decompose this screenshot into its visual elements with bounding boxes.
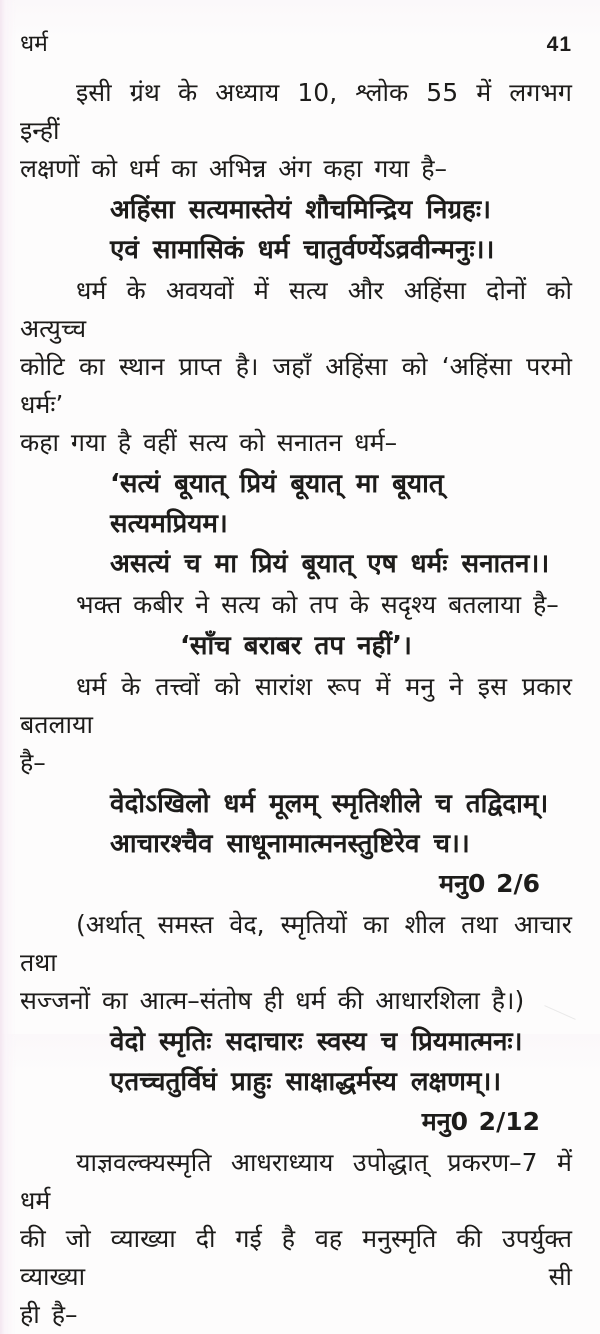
verse-line: असत्यं च मा प्रियं बूयात् एष धर्मः सनातन।। (110, 549, 550, 579)
page-content (20, 74, 572, 1334)
page-number: 41 (546, 33, 572, 56)
verse-reference: मनु0 2/6 (439, 869, 540, 898)
paragraph-line: की जो व्याख्या दी गई है वह मनुस्मृति की उपर्युक्त व्याख्या सी (20, 1224, 572, 1291)
paragraph-line: भक्त कबीर ने सत्य को तप के सदृश्य बतलाया है– (76, 590, 559, 619)
verse-line: अहिंसा सत्यमास्तेयं शौचमिन्द्रिय निग्रहः। (110, 195, 491, 225)
verse-line: आचारश्चैव साधूनामात्मनस्तुष्टिरेव च।। (110, 829, 470, 859)
paragraph-line: (अर्थात् समस्त वेद, स्मृतियों का शील तथा आचार तथा (20, 910, 572, 977)
verse-line: वेदो स्मृतिः सदाचारः स्वस्य च प्रियमात्मनः। (110, 1027, 523, 1057)
paragraph-line: है– (20, 748, 46, 777)
paragraph-line: कोटि का स्थान प्राप्त है। जहाँ अहिंसा को ‘अहिंसा परमो धर्मः’ (20, 352, 572, 419)
paragraph-line: याज्ञवल्क्यस्मृति आधराध्याय उपोद्धात् प्रकरण–7 में धर्म (20, 1148, 572, 1215)
paragraph-line: सज्जनों का आत्म–संतोष ही धर्म की आधारशिला है।) (20, 986, 525, 1015)
paragraph-line: लक्षणों को धर्म का अभिन्न अंग कहा गया है– (20, 154, 448, 183)
kabir-quote: ‘साँच बराबर तप नहीं’। (180, 631, 412, 661)
page-header (20, 30, 572, 58)
paragraph-line: कहा गया है वहीं सत्य को सनातन धर्म– (20, 428, 398, 457)
verse-line: एवं सामासिकं धर्म चातुर्वर्ण्येऽव्रवीन्मनुः।। (110, 235, 495, 265)
paragraph-line: ही है– (20, 1300, 78, 1329)
verse-line: ‘सत्यं बूयात् प्रियं बूयात् मा बूयात् सत्यमप्रियम। (110, 469, 444, 539)
paragraph-line: धर्म के अवयवों में सत्य और अहिंसा दोनों को अत्युच्च (20, 276, 572, 343)
paragraph-line: इसी ग्रंथ के अध्याय 10, श्लोक 55 में लगभग इन्हीं (20, 78, 572, 145)
verse-line: एतच्चतुर्विघं प्राहुः साक्षाद्धर्मस्य लक्षणम्।। (110, 1067, 502, 1097)
running-title: धर्म (20, 31, 48, 57)
verse-line: वेदोऽखिलो धर्म मूलम् स्मृतिशीले च तद्विदाम्। (110, 789, 549, 819)
paragraph-line: धर्म के तत्त्वों को सारांश रूप में मनु ने इस प्रकार बतलाया (20, 672, 572, 739)
verse-reference: मनु0 2/12 (421, 1107, 540, 1136)
